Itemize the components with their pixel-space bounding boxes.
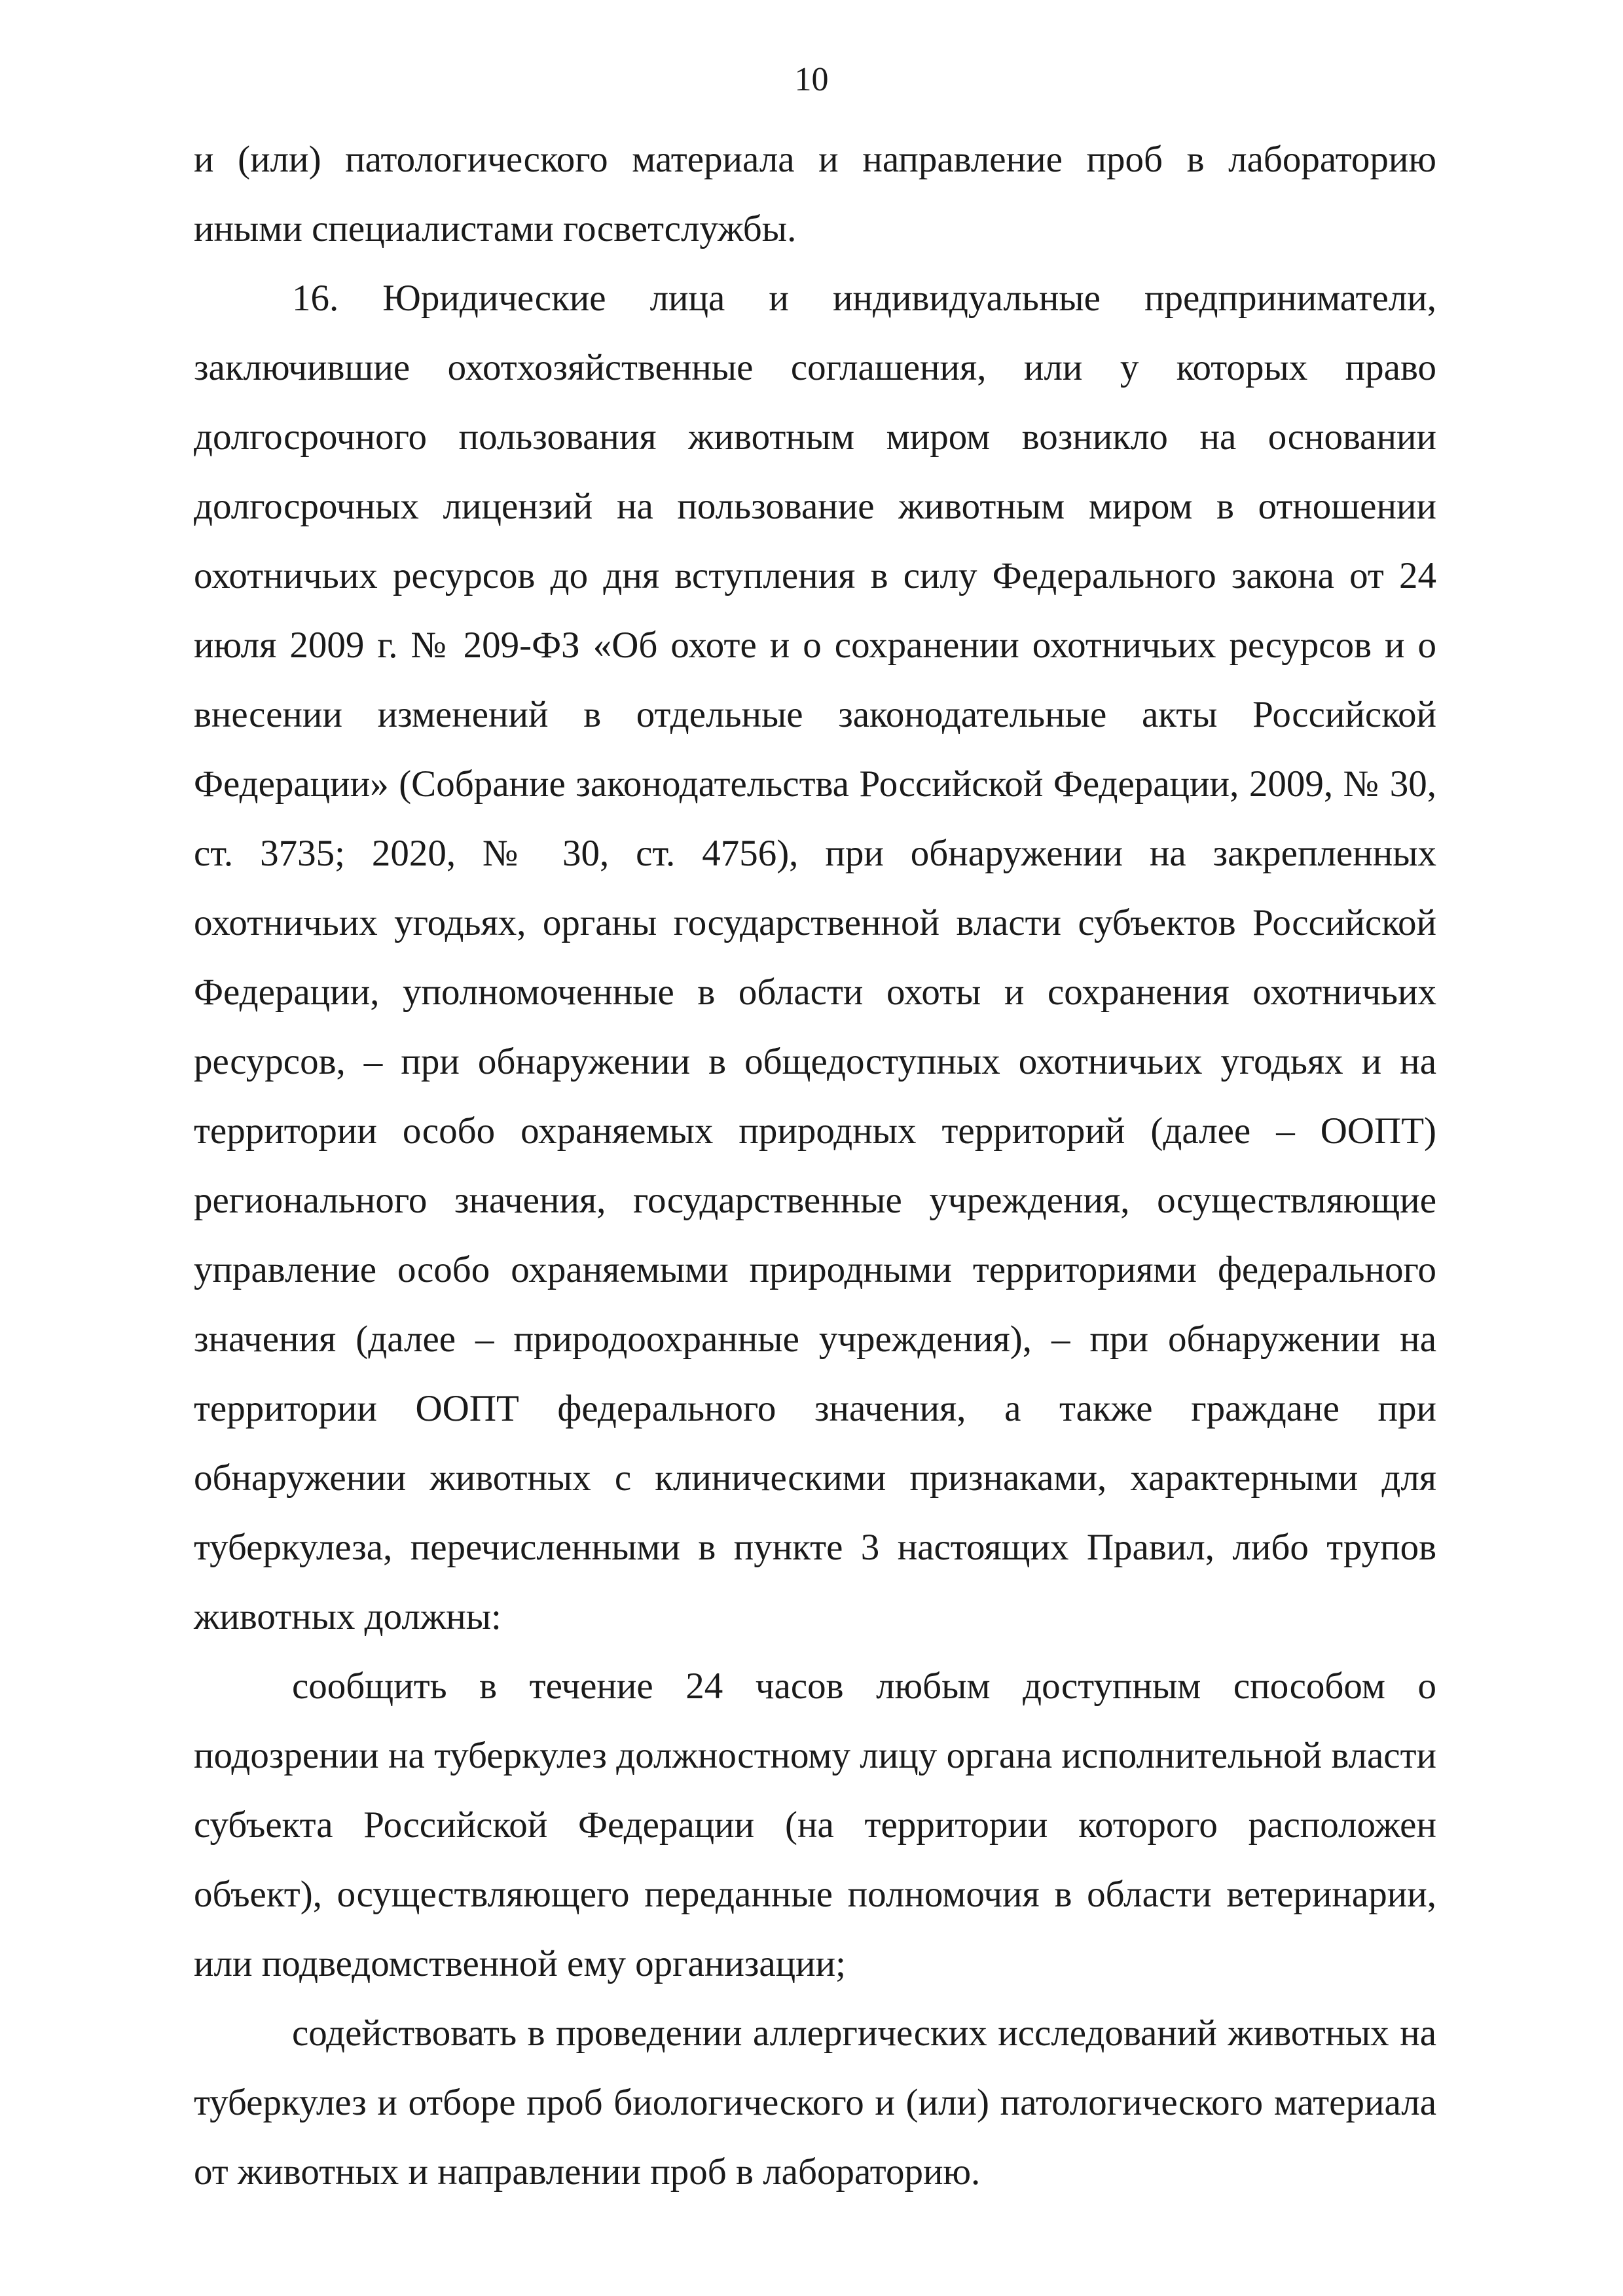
paragraph-continuation: и (или) патологического материала и направление проб в лабораторию иными специалистами госветслужбы. [194, 139, 1436, 249]
paragraph-item-16: 16. Юридические лица и индивидуальные предприниматели, заключившие охотхозяйственные соглашения, или у которых право долгосрочного пользования животным миром возникло на основании долгосрочных лицензий на пользование животным миром в отношении охотничьих ресурсов до дня вступления в силу Федерального закона от 24 июля 2009 г. № 209-ФЗ «Об охоте и о сохранении охотничьих ресурсов и о внесении изменений в отдельные законодательные акты Российской Федерации» (Собрание законодательства Российской Федерации, 2009, № 30, ст. 3735; 2020, № 30, ст. 4756), при обнаружении на закрепленных охотничьих угодьях, органы государственной власти субъектов Российской Федерации, уполномоченные в области охоты и сохранения охотничьих ресурсов, – при обнаружении в общедоступных охотничьих угодьях и на территории особо охраняемых природных территорий (далее – ООПТ) регионального значения, государственные учреждения, осуществляющие управление особо охраняемыми природными территориями федерального значения (далее – природоохранные учреждения), – при обнаружении на территории ООПТ федерального значения, а также граждане при обнаружении животных с клиническими признаками, характерными для туберкулеза, перечисленными в пункте 3 настоящих Правил, либо трупов животных должны: [194, 278, 1436, 1637]
document-body [194, 125, 1436, 2207]
page-number: 10 [794, 61, 829, 98]
paragraph-report-obligation: сообщить в течение 24 часов любым доступным способом о подозрении на туберкулез должностному лицу органа исполнительной власти субъекта Российской Федерации (на территории которого расположен объект), осуществляющего переданные полномочия в области ветеринарии, или подведомственной ему организации; [194, 1666, 1436, 1984]
paragraph-assist-obligation: содействовать в проведении аллергических исследований животных на туберкулез и отборе проб биологического и (или) патологического материала от животных и направлении проб в лабораторию. [194, 2013, 1436, 2193]
